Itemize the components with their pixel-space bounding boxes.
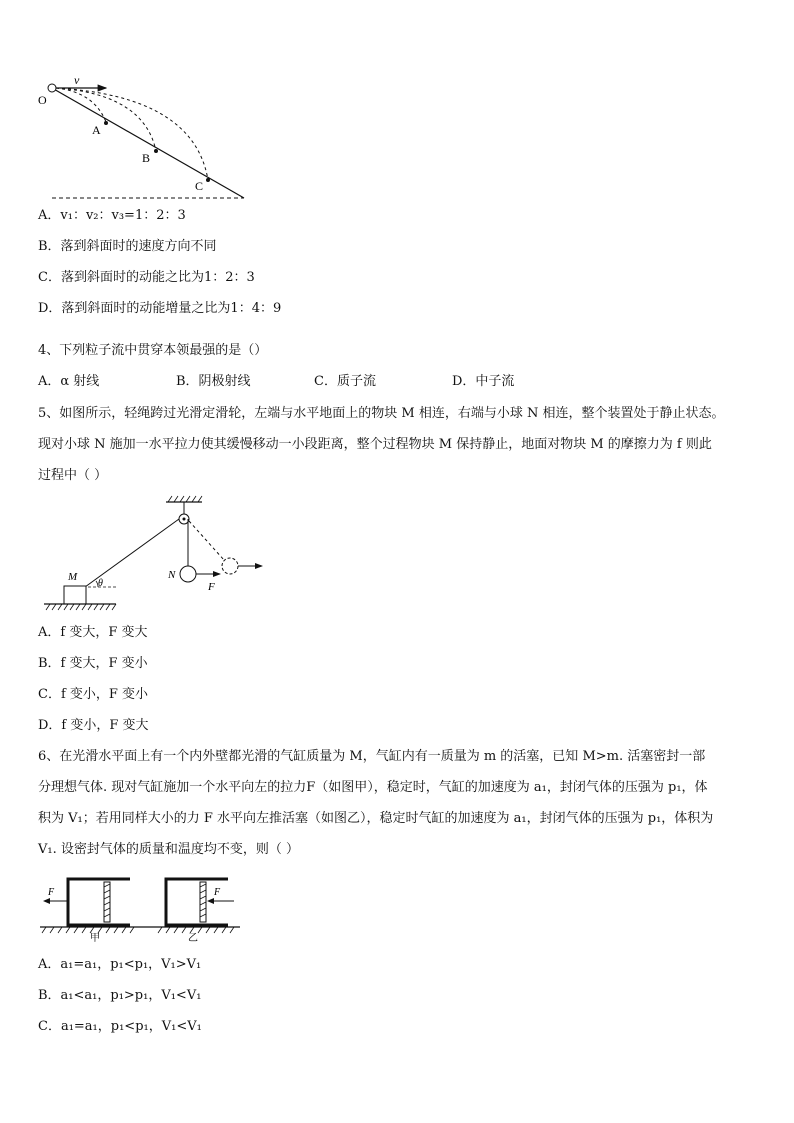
point-b-label: B: [142, 151, 151, 165]
q5-option-b: B．f 变大，F 变小: [38, 656, 148, 671]
force-f-left-label: F: [48, 887, 55, 898]
q4-option-a: A．α 射线: [38, 374, 100, 389]
q6-option-b: B．a₁<a₁，p₁>p₁，V₁<V₁: [38, 988, 202, 1003]
q5-option-c: C．f 变小，F 变小: [38, 687, 149, 702]
point-c-label: C: [195, 179, 204, 193]
q5-stem-line-3: 过程中（ ）: [38, 468, 108, 483]
q3-option-b: B．落到斜面时的速度方向不同: [38, 239, 217, 254]
q6-option-c: C．a₁=a₁，p₁<p₁，V₁<V₁: [38, 1019, 202, 1034]
pulley-figure: [40, 492, 280, 622]
point-a-label: A: [92, 123, 101, 137]
q5-option-d: D．f 变小，F 变大: [38, 718, 149, 733]
figure-jia-label: 甲: [90, 933, 100, 944]
q3-option-d: D．落到斜面时的动能增量之比为1：4：9: [38, 301, 282, 316]
q6-stem-line-4: V₁. 设密封气体的质量和温度均不变，则（ ）: [38, 842, 299, 857]
q4-option-b: B．阴极射线: [176, 374, 251, 389]
point-o-label: O: [38, 93, 47, 107]
block-m-label: M: [68, 571, 78, 583]
q4-stem: 4、下列粒子流中贯穿本领最强的是（）: [38, 343, 268, 358]
q6-option-a: A．a₁=a₁，p₁<p₁，V₁>V₁: [38, 957, 202, 972]
ball-n-label: N: [168, 569, 176, 581]
q5-stem-line-1: 5、如图所示，轻绳跨过光滑定滑轮，左端与水平地面上的物块 M 相连，右端与小球 N 相连，整个装置处于静止状态。: [38, 406, 725, 421]
q6-stem-line-1: 6、在光滑水平面上有一个内外壁都光滑的气缸质量为 M，气缸内有一质量为 m 的活塞，已知 M>m. 活塞密封一部: [38, 749, 706, 764]
q3-option-a: A．v₁：v₂：v₃=1：2：3: [38, 208, 186, 223]
velocity-label: v: [74, 74, 80, 87]
theta-label: θ: [98, 578, 103, 589]
q3-option-c: C．落到斜面时的动能之比为1：2：3: [38, 270, 255, 285]
q4-option-d: D．中子流: [452, 374, 515, 389]
q4-option-c: C．质子流: [314, 374, 376, 389]
figure-yi-label: 乙: [188, 933, 198, 944]
force-f-label: F: [208, 581, 215, 593]
q5-stem-line-2: 现对小球 N 施加一水平拉力使其缓慢移动一小段距离，整个过程物块 M 保持静止，地面对物块 M 的摩擦力为 f 则此: [38, 437, 712, 452]
q6-stem-line-2: 分理想气体. 现对气缸施加一个水平向左的拉力F（如图甲），稳定时，气缸的加速度为 a₁，封闭气体的压强为 p₁，体: [38, 780, 708, 795]
cylinder-figure: [38, 873, 248, 945]
q6-stem-line-3: 积为 V₁；若用同样大小的力 F 水平向左推活塞（如图乙），稳定时气缸的加速度为 a₁，封闭气体的压强为 p₁，体积为: [38, 811, 714, 826]
force-f-right-label: F: [214, 887, 221, 898]
incline-projectile-figure: [34, 74, 254, 204]
q5-option-a: A．f 变大，F 变大: [38, 625, 148, 640]
